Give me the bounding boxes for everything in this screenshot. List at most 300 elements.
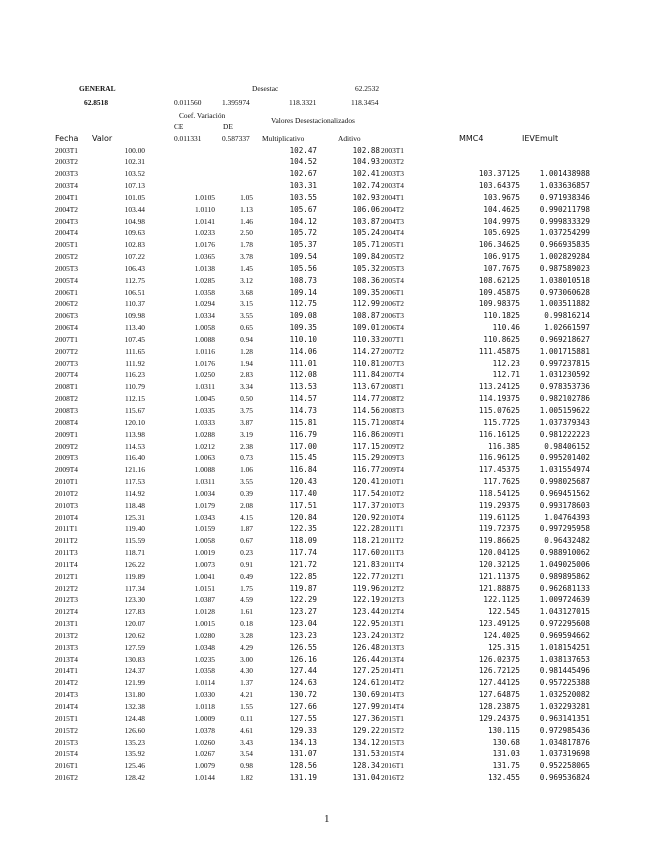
cell-fecha: 2006T1: [55, 287, 78, 297]
cell-fecha: 2013T4: [55, 654, 78, 664]
cell-de: 3.12: [240, 275, 253, 285]
cell-fecha: 2004T3: [55, 216, 78, 226]
cell-ievemult: 1.001438988: [539, 169, 590, 179]
cell-aditivo: 112.99: [352, 299, 380, 309]
cell-multiplicativo: 123.04: [289, 619, 317, 629]
cell-aditivo: 114.56: [352, 405, 380, 415]
cell-aditivo: 109.84: [352, 252, 380, 262]
cell-ce: 1.0116: [194, 346, 215, 356]
cell-ce: 1.0311: [194, 382, 215, 392]
cell-mmc4: 120.32125: [478, 559, 520, 569]
cell-mmc4: 116.16125: [478, 429, 520, 439]
cell-valor: 111.65: [125, 346, 145, 356]
cell-multiplicativo: 123.27: [289, 607, 317, 617]
cell-fecha: 2007T3: [55, 358, 78, 368]
cell-aditivo: 106.06: [352, 204, 380, 214]
cell-de: 2.38: [240, 441, 253, 451]
cell-fecha: 2013T1: [55, 619, 78, 629]
cell-ievemult: 0.973060628: [539, 287, 590, 297]
table-row: [0, 489, 655, 500]
cell-de: 4.29: [240, 642, 253, 652]
cell-de: 0.65: [240, 323, 253, 333]
table-row: [0, 477, 655, 488]
cell-de: 0.91: [240, 559, 253, 569]
cell-de: 1.75: [240, 583, 253, 593]
cell-multiplicativo: 131.07: [289, 749, 317, 759]
cell-ievemult: 0.957225388: [539, 678, 590, 688]
cell-ievemult: 1.04764393: [544, 512, 590, 522]
cell-aditivo: 117.54: [352, 488, 380, 498]
cell-valor: 117.53: [124, 477, 145, 487]
table-row: [0, 572, 655, 583]
cell-mmc4: 110.46: [492, 323, 520, 333]
cell-fecha: 2007T2: [55, 346, 78, 356]
cell-ce: 1.0034: [194, 488, 215, 498]
cell-ievemult: 0.972295608: [539, 619, 590, 629]
cell-ievemult: 0.969218627: [539, 334, 590, 344]
aditivo-label: Aditivo: [338, 134, 361, 143]
cell-mmc4: 106.34625: [478, 240, 520, 250]
cell-fecha-2: 2003T4: [381, 181, 404, 191]
table-row: [0, 442, 655, 453]
cell-ce: 1.0233: [194, 228, 215, 238]
cell-fecha-2: 2007T4: [381, 370, 404, 380]
cell-fecha-2: 2005T3: [381, 263, 404, 273]
cell-fecha: 2013T2: [55, 630, 78, 640]
cell-de: 3.87: [240, 417, 253, 427]
cell-aditivo: 110.33: [352, 334, 380, 344]
cell-multiplicativo: 118.09: [289, 536, 317, 546]
table-row: [0, 453, 655, 464]
valores-desestacionalizados-label: Valores Desestacionalizados: [271, 116, 355, 125]
cell-ce: 1.0058: [194, 536, 215, 546]
cell-ievemult: 1.037254299: [539, 228, 590, 238]
cell-valor: 106.51: [124, 287, 145, 297]
cell-multiplicativo: 130.72: [289, 690, 317, 700]
cell-ce: 1.0138: [194, 263, 215, 273]
cell-de: 1.82: [240, 773, 253, 783]
cell-fecha-2: 2007T3: [381, 358, 404, 368]
cell-de: 1.13: [240, 204, 253, 214]
cell-mmc4: 115.07625: [478, 405, 520, 415]
cell-valor: 114.92: [124, 488, 145, 498]
cell-valor: 120.07: [124, 619, 145, 629]
cell-fecha: 2012T4: [55, 607, 78, 617]
cell-de: 0.67: [240, 536, 253, 546]
de-label: DE: [223, 122, 233, 131]
cell-mmc4: 126.02375: [478, 654, 520, 664]
cell-de: 0.73: [240, 453, 253, 463]
cell-mmc4: 130.68: [492, 737, 520, 747]
cell-de: 2.08: [240, 500, 253, 510]
cell-multiplicativo: 116.79: [289, 429, 317, 439]
cell-mmc4: 108.62125: [478, 275, 520, 285]
cell-multiplicativo: 113.53: [289, 382, 317, 392]
cell-fecha: 2015T3: [55, 737, 78, 747]
cell-ievemult: 0.969451562: [539, 488, 590, 498]
cell-de: 1.06: [240, 465, 253, 475]
cell-multiplicativo: 105.67: [289, 204, 317, 214]
cell-aditivo: 110.81: [352, 358, 380, 368]
cell-aditivo: 131.53: [352, 749, 380, 759]
cell-fecha-2: 2004T3: [381, 216, 404, 226]
cell-fecha-2: 2008T1: [381, 382, 404, 392]
cell-aditivo: 122.95: [352, 619, 380, 629]
cell-ievemult: 0.982102786: [539, 394, 590, 404]
cell-fecha: 2012T2: [55, 583, 78, 593]
table-row: [0, 714, 655, 725]
cell-ce: 1.0019: [194, 548, 215, 558]
cell-mmc4: 109.98375: [478, 299, 520, 309]
cell-fecha-2: 2005T4: [381, 275, 404, 285]
cell-ievemult: 0.989895862: [539, 571, 590, 581]
cell-ce: 1.0348: [194, 642, 215, 652]
cell-de: 1.94: [240, 358, 253, 368]
table-row: [0, 690, 655, 701]
cell-fecha: 2006T2: [55, 299, 78, 309]
cell-fecha-2: 2010T3: [381, 500, 404, 510]
cell-fecha-2: 2003T1: [381, 145, 404, 155]
cell-ievemult: 1.031230592: [539, 370, 590, 380]
cell-ce: 1.0212: [194, 441, 215, 451]
column-header-ievemult: IEVEmult: [522, 134, 559, 143]
cell-ce: 1.0294: [194, 299, 215, 309]
cell-fecha-2: 2006T3: [381, 311, 404, 321]
cell-mmc4: 130.115: [487, 725, 520, 735]
cell-fecha-2: 2011T1: [381, 524, 404, 534]
table-row: [0, 252, 655, 263]
cell-aditivo: 119.96: [352, 583, 380, 593]
cell-mmc4: 120.04125: [478, 548, 520, 558]
cell-valor: 121.16: [124, 465, 145, 475]
cell-aditivo: 102.41: [352, 169, 380, 179]
cell-fecha: 2010T1: [55, 477, 78, 487]
cell-valor: 124.48: [124, 713, 145, 723]
table-row: [0, 678, 655, 689]
cell-multiplicativo: 102.47: [289, 145, 317, 155]
cell-aditivo: 120.92: [352, 512, 380, 522]
cell-aditivo: 105.71: [352, 240, 380, 250]
cell-multiplicativo: 123.23: [289, 630, 317, 640]
cell-de: 3.43: [240, 737, 253, 747]
cell-aditivo: 126.44: [352, 654, 380, 664]
table-row: [0, 264, 655, 275]
cell-multiplicativo: 114.57: [289, 394, 317, 404]
cell-ce: 1.0288: [194, 429, 215, 439]
cell-multiplicativo: 105.56: [289, 263, 317, 273]
cell-fecha: 2006T4: [55, 323, 78, 333]
cell-valor: 135.92: [124, 749, 145, 759]
cell-mmc4: 112.71: [492, 370, 520, 380]
cell-fecha: 2016T1: [55, 761, 78, 771]
cell-aditivo: 102.88: [352, 145, 380, 155]
cell-mmc4: 103.37125: [478, 169, 520, 179]
cell-mmc4: 110.8625: [483, 334, 520, 344]
header-value-2: 1.395974: [222, 98, 250, 107]
cell-multiplicativo: 127.66: [289, 701, 317, 711]
cell-valor: 109.63: [124, 228, 145, 238]
cell-de: 3.68: [240, 287, 253, 297]
cell-ievemult: 0.988910062: [539, 548, 590, 558]
cell-multiplicativo: 105.37: [289, 240, 317, 250]
cell-multiplicativo: 109.14: [289, 287, 317, 297]
cell-multiplicativo: 105.72: [289, 228, 317, 238]
cell-ievemult: 1.002829284: [539, 252, 590, 262]
table-row: [0, 205, 655, 216]
cell-valor: 135.23: [124, 737, 145, 747]
cell-mmc4: 110.1825: [483, 311, 520, 321]
cell-fecha-2: 2003T3: [381, 169, 404, 179]
cell-mmc4: 132.455: [487, 773, 520, 783]
cell-ievemult: 0.966935835: [539, 240, 590, 250]
cell-de: 1.28: [240, 346, 253, 356]
cell-valor: 125.46: [124, 761, 145, 771]
cell-valor: 109.98: [124, 311, 145, 321]
table-row: [0, 228, 655, 239]
cell-valor: 117.34: [124, 583, 145, 593]
cell-ievemult: 0.998025687: [539, 477, 590, 487]
cell-aditivo: 102.93: [352, 192, 380, 202]
cell-ievemult: 0.987589023: [539, 263, 590, 273]
cell-ievemult: 0.969594662: [539, 630, 590, 640]
cell-aditivo: 115.71: [352, 417, 380, 427]
table-row: [0, 217, 655, 228]
cell-mmc4: 119.72375: [478, 524, 520, 534]
cell-de: 3.78: [240, 252, 253, 262]
cell-de: 3.55: [240, 311, 253, 321]
table-row: [0, 370, 655, 381]
cell-de: 1.45: [240, 263, 253, 273]
cell-valor: 127.59: [124, 642, 145, 652]
cell-fecha: 2015T1: [55, 713, 78, 723]
cell-fecha-2: 2012T1: [381, 571, 404, 581]
cell-fecha-2: 2003T2: [381, 157, 404, 167]
table-row: [0, 146, 655, 157]
cell-mmc4: 127.64875: [478, 690, 520, 700]
cell-multiplicativo: 128.56: [289, 761, 317, 771]
desestac-value-2: 118.3454: [351, 98, 379, 107]
cell-mmc4: 117.45375: [478, 465, 520, 475]
cell-ievemult: 0.995201402: [539, 453, 590, 463]
cell-fecha: 2008T1: [55, 382, 78, 392]
column-header-mmc4: MMC4: [459, 134, 484, 143]
cell-mmc4: 112.23: [492, 358, 520, 368]
cell-fecha: 2012T3: [55, 595, 78, 605]
cell-aditivo: 109.35: [352, 287, 380, 297]
cell-fecha-2: 2014T4: [381, 701, 404, 711]
cell-fecha-2: 2015T1: [381, 713, 404, 723]
table-row: [0, 749, 655, 760]
cell-fecha: 2009T3: [55, 453, 78, 463]
cell-fecha-2: 2014T3: [381, 690, 404, 700]
cell-de: 4.15: [240, 512, 253, 522]
table-row: [0, 311, 655, 322]
cell-valor: 102.31: [124, 157, 145, 167]
cell-multiplicativo: 134.13: [289, 737, 317, 747]
table-row: [0, 773, 655, 784]
table-row: [0, 394, 655, 405]
cell-multiplicativo: 126.55: [289, 642, 317, 652]
header-value-3: 118.3321: [289, 98, 317, 107]
table-row: [0, 619, 655, 630]
cell-de: 0.50: [240, 394, 253, 404]
cell-aditivo: 105.24: [352, 228, 380, 238]
cell-multiplicativo: 122.29: [289, 595, 317, 605]
cell-multiplicativo: 115.81: [289, 417, 317, 427]
cell-de: 0.18: [240, 619, 253, 629]
cell-mmc4: 128.23875: [478, 701, 520, 711]
cell-de: 3.00: [240, 654, 253, 664]
cell-fecha: 2009T2: [55, 441, 78, 451]
cell-mmc4: 131.75: [492, 761, 520, 771]
cell-ce: 1.0088: [194, 334, 215, 344]
cell-aditivo: 130.69: [352, 690, 380, 700]
desestac-label: Desestac: [252, 84, 279, 93]
cell-fecha-2: 2009T2: [381, 441, 404, 451]
cell-fecha-2: 2014T1: [381, 666, 404, 676]
cell-fecha-2: 2015T3: [381, 737, 404, 747]
cell-aditivo: 108.87: [352, 311, 380, 321]
ce-label: CE: [174, 122, 184, 131]
cell-mmc4: 131.03: [492, 749, 520, 759]
cell-aditivo: 115.29: [352, 453, 380, 463]
table-row: [0, 347, 655, 358]
cell-valor: 128.42: [124, 773, 145, 783]
cell-de: 4.61: [240, 725, 253, 735]
cell-ievemult: 0.981445496: [539, 666, 590, 676]
cell-ievemult: 1.032293281: [539, 701, 590, 711]
cell-aditivo: 122.28: [352, 524, 380, 534]
table-row: [0, 655, 655, 666]
cell-valor: 112.75: [124, 275, 145, 285]
cell-mmc4: 118.54125: [478, 488, 520, 498]
cell-fecha-2: 2015T2: [381, 725, 404, 735]
cell-aditivo: 126.48: [352, 642, 380, 652]
table-row: [0, 299, 655, 310]
table-row: [0, 169, 655, 180]
cell-ievemult: 1.001715881: [539, 346, 590, 356]
cell-fecha: 2005T1: [55, 240, 78, 250]
cell-ce: 1.0063: [194, 453, 215, 463]
cell-aditivo: 129.22: [352, 725, 380, 735]
cell-fecha-2: 2004T4: [381, 228, 404, 238]
cell-ce: 1.0176: [194, 358, 215, 368]
cell-ievemult: 1.02661597: [544, 323, 590, 333]
table-row: [0, 465, 655, 476]
cell-valor: 114.53: [124, 441, 145, 451]
cell-aditivo: 113.67: [352, 382, 380, 392]
cell-mmc4: 129.24375: [478, 713, 520, 723]
cell-multiplicativo: 117.74: [289, 548, 317, 558]
cell-ievemult: 0.98406152: [544, 441, 590, 451]
cell-valor: 107.22: [124, 252, 145, 262]
table-row: [0, 726, 655, 737]
cell-multiplicativo: 121.72: [289, 559, 317, 569]
cell-valor: 119.89: [124, 571, 145, 581]
cell-ievemult: 0.997237815: [539, 358, 590, 368]
cell-multiplicativo: 109.35: [289, 323, 317, 333]
cell-fecha-2: 2007T2: [381, 346, 404, 356]
table-row: [0, 181, 655, 192]
cell-ce: 1.0176: [194, 240, 215, 250]
cell-fecha: 2014T2: [55, 678, 78, 688]
cell-valor: 118.71: [124, 548, 145, 558]
de-value: 0.587337: [222, 134, 250, 143]
table-row: [0, 761, 655, 772]
cell-multiplicativo: 109.54: [289, 252, 317, 262]
cell-mmc4: 113.24125: [478, 382, 520, 392]
column-header-valor: Valor: [92, 134, 113, 143]
cell-fecha: 2003T1: [55, 145, 78, 155]
cell-fecha: 2009T4: [55, 465, 78, 475]
cell-de: 0.94: [240, 334, 253, 344]
cell-multiplicativo: 102.67: [289, 169, 317, 179]
cell-ce: 1.0378: [194, 725, 215, 735]
cell-fecha: 2003T2: [55, 157, 78, 167]
cell-multiplicativo: 124.63: [289, 678, 317, 688]
cell-ce: 1.0280: [194, 630, 215, 640]
cell-fecha-2: 2008T4: [381, 417, 404, 427]
cell-valor: 110.79: [124, 382, 145, 392]
cell-aditivo: 114.27: [352, 346, 380, 356]
cell-mmc4: 125.315: [487, 642, 520, 652]
cell-ce: 1.0267: [194, 749, 215, 759]
cell-ievemult: 1.032520082: [539, 690, 590, 700]
general-value: 62.8518: [84, 98, 109, 107]
cell-multiplicativo: 115.45: [289, 453, 317, 463]
cell-multiplicativo: 112.08: [289, 370, 317, 380]
cell-ievemult: 1.031554974: [539, 465, 590, 475]
cell-aditivo: 127.99: [352, 701, 380, 711]
table-row: [0, 359, 655, 370]
cell-valor: 126.22: [124, 559, 145, 569]
cell-multiplicativo: 108.73: [289, 275, 317, 285]
cell-mmc4: 123.49125: [478, 619, 520, 629]
cell-multiplicativo: 127.55: [289, 713, 317, 723]
table-row: [0, 595, 655, 606]
cell-mmc4: 127.44125: [478, 678, 520, 688]
cell-fecha: 2011T3: [55, 548, 78, 558]
table-row: [0, 560, 655, 571]
cell-fecha-2: 2011T2: [381, 536, 404, 546]
cell-ce: 1.0144: [194, 773, 215, 783]
cell-ievemult: 0.981222223: [539, 429, 590, 439]
table-row: [0, 323, 655, 334]
cell-ce: 1.0358: [194, 666, 215, 676]
table-row: [0, 548, 655, 559]
cell-ce: 1.0159: [194, 524, 215, 534]
cell-mmc4: 104.4625: [483, 204, 520, 214]
cell-fecha: 2014T1: [55, 666, 78, 676]
cell-fecha-2: 2006T2: [381, 299, 404, 309]
cell-mmc4: 116.96125: [478, 453, 520, 463]
cell-fecha: 2005T4: [55, 275, 78, 285]
cell-de: 1.05: [240, 192, 253, 202]
cell-valor: 119.40: [124, 524, 145, 534]
cell-mmc4: 105.6925: [483, 228, 520, 238]
cell-mmc4: 126.72125: [478, 666, 520, 676]
header-value-1: 0.011560: [174, 98, 202, 107]
cell-ievemult: 0.971938346: [539, 192, 590, 202]
cell-de: 1.46: [240, 216, 253, 226]
cell-fecha: 2003T4: [55, 181, 78, 191]
cell-fecha-2: 2014T2: [381, 678, 404, 688]
table-row: [0, 406, 655, 417]
cell-aditivo: 117.60: [352, 548, 380, 558]
cell-multiplicativo: 111.01: [289, 358, 317, 368]
cell-de: 0.11: [240, 713, 253, 723]
cell-ievemult: 0.96432482: [544, 536, 590, 546]
